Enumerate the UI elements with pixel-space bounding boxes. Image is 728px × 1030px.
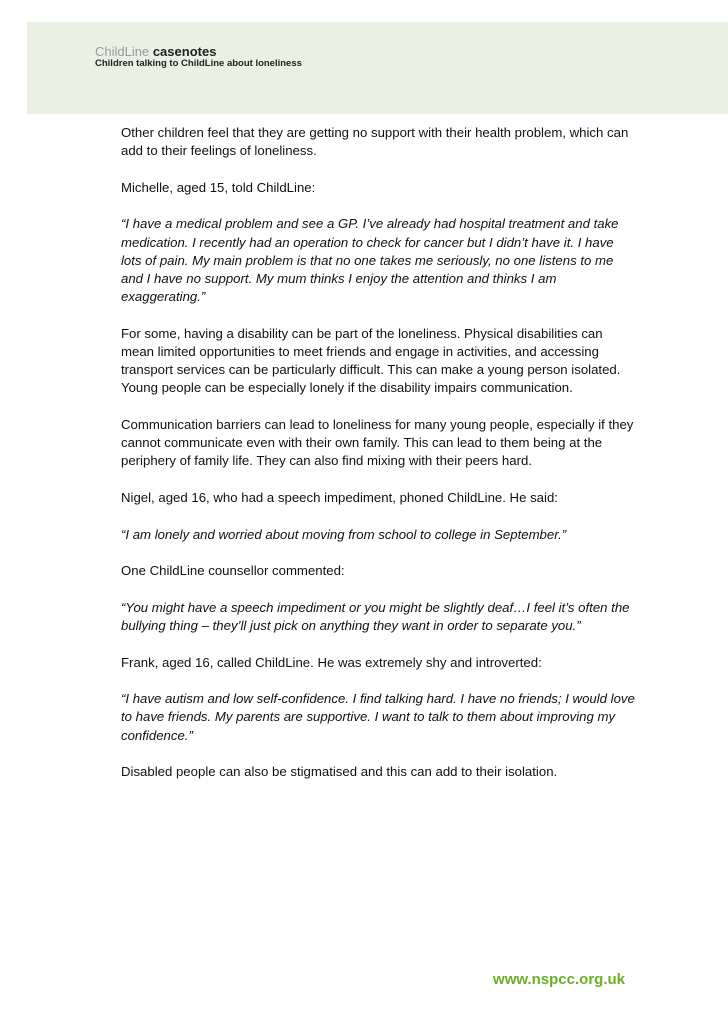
paragraph: Michelle, aged 15, told ChildLine:	[121, 179, 316, 195]
brand-name: ChildLine	[95, 44, 150, 59]
brand-title: casenotes	[152, 44, 217, 59]
quote-paragraph: “I am lonely and worried about moving from school to college in September.”	[121, 526, 567, 542]
paragraph: For some, having a disability can be part of the loneliness. Physical disabilities can mean limited opportunities to meet friends and engage in activities, and accessing transport services can be particularly difficult. This can make a young person isolated. Young people can be especially lonely if the disability impairs communication.	[121, 325, 621, 396]
publication-brand	[95, 44, 216, 59]
paragraph: Other children feel that they are getting no support with their health problem, which can add to their feelings of loneliness.	[121, 125, 629, 159]
paragraph: Disabled people can also be stigmatised and this can add to their isolation.	[121, 764, 558, 780]
document-subtitle: Children talking to ChildLine about loneliness	[95, 58, 302, 69]
quote-paragraph: “I have autism and low self-confidence. I find talking hard. I have no friends; I would love to have friends. My parents are supportive. I want to talk to them about improving my confidence.”	[121, 691, 635, 743]
paragraph: Frank, aged 16, called ChildLine. He was extremely shy and introverted:	[121, 654, 542, 670]
document-body	[121, 124, 636, 800]
paragraph: Nigel, aged 16, who had a speech impediment, phoned ChildLine. He said:	[121, 490, 558, 505]
footer-website-link[interactable]: www.nspcc.org.uk	[493, 971, 625, 988]
paragraph: Communication barriers can lead to loneliness for many young people, especially if they cannot communicate even with their own family. This can lead to them being at the periphery of family life. They can also find mixing with their peers hard.	[121, 417, 634, 469]
quote-paragraph: “I have a medical problem and see a GP. I’ve already had hospital treatment and take medication. I recently had an operation to check for cancer but I didn’t have it. I have lots of pain. My main problem is that no one takes me seriously, no one listens to me and I have no support. My mum thinks I enjoy the attention and thinks I am exaggerating.”	[121, 216, 619, 305]
paragraph: One ChildLine counsellor commented:	[121, 563, 345, 579]
quote-paragraph: “You might have a speech impediment or you might be slightly deaf…I feel it’s often the bullying thing – they’ll just pick on anything they want in order to separate you.”	[121, 599, 630, 633]
